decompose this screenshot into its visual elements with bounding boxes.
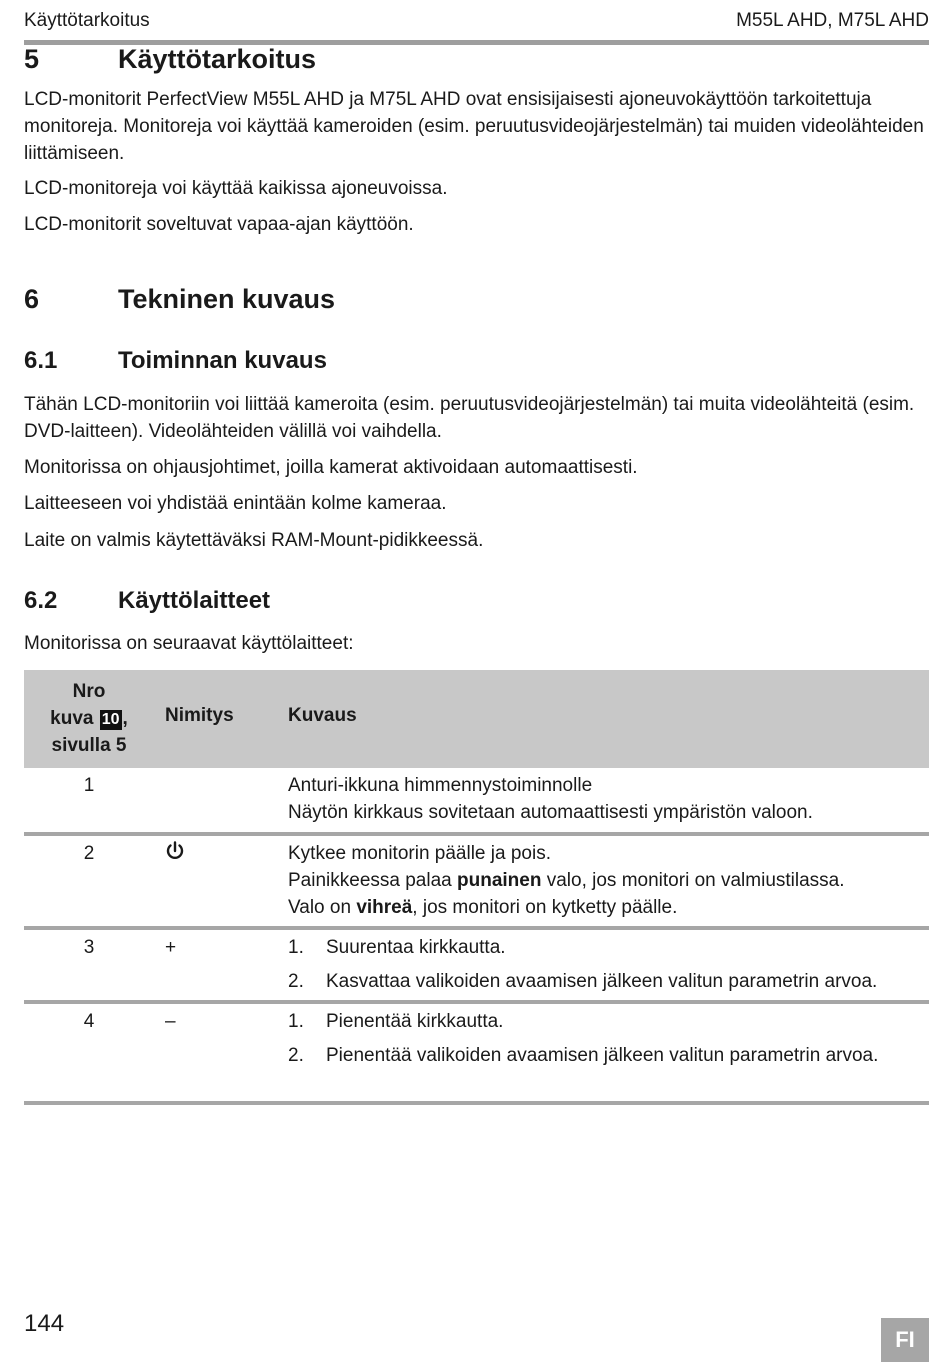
row-number: 3 [83, 937, 95, 958]
column-header-nimitys: Nimitys [165, 705, 234, 726]
section-title: Käyttölaitteet [118, 587, 271, 614]
table-row [24, 930, 929, 1004]
paragraph: Monitorissa on seuraavat käyttölaitteet: [24, 633, 354, 654]
row-description: Anturi-ikkuna himmennystoiminnolle Näytön kirkkaus sovitetaan automaattisesti ympäristön valoon. [288, 775, 813, 823]
table-row [24, 768, 929, 836]
running-header-section: Käyttötarkoitus [24, 10, 150, 31]
running-header [24, 8, 929, 45]
power-icon [165, 840, 185, 870]
section-number: 6.2 [24, 587, 58, 614]
column-header-kuvaus: Kuvaus [288, 705, 357, 726]
minus-symbol: – [165, 1011, 176, 1032]
section-number: 5 [24, 44, 40, 74]
table-row [24, 1004, 929, 1105]
row-number: 4 [83, 1011, 95, 1032]
figure-reference-badge: 10 [101, 711, 120, 728]
paragraph: Laitteeseen voi yhdistää enintään kolme kameraa. [24, 493, 447, 514]
row-description: Kytkee monitorin päälle ja pois. Painikkeessa palaa punainen valo, jos monitori on valmiustilassa. Valo on vihreä, jos monitori on kytketty päälle. [288, 843, 845, 918]
list-item: 1. Suurentaa kirkkautta. [288, 937, 506, 958]
section-title: Toiminnan kuvaus [118, 347, 327, 374]
page-number: 144 [24, 1310, 65, 1337]
paragraph: Laite on valmis käytettäväksi RAM-Mount-pidikkeessä. [24, 530, 484, 551]
table-row [24, 836, 929, 930]
language-tab: FI [881, 1318, 929, 1362]
paragraph: LCD-monitorit soveltuvat vapaa-ajan käyttöön. [24, 214, 414, 235]
plus-symbol: + [165, 937, 177, 958]
section-number: 6.1 [24, 347, 58, 374]
list-item: 1. Pienentää kirkkautta. [288, 1011, 504, 1032]
row-number: 1 [83, 775, 95, 796]
row-description [288, 1008, 929, 1069]
row-number: 2 [83, 843, 95, 864]
document-page [24, 0, 929, 1364]
section-title: Tekninen kuvaus [118, 284, 336, 314]
list-item: 2. Kasvattaa valikoiden avaamisen jälkeen valitun parametrin arvoa. [288, 971, 878, 992]
section-number: 6 [24, 284, 40, 314]
running-header-models: M55L AHD, M75L AHD [736, 10, 929, 31]
section-title: Käyttötarkoitus [118, 44, 317, 74]
row-description [288, 934, 929, 995]
paragraph: LCD-monitorit PerfectView M55L AHD ja M75L AHD ovat ensisijaisesti ajoneuvokäyttöön tarkoitettuja monitoreja. Monitoreja voi käyttää kameroiden (esim. peruutusvideojärjestelmän) tai muiden videolähteiden liittämiseen. [24, 89, 924, 164]
table-header [24, 670, 929, 768]
controls-table [24, 670, 929, 1105]
paragraph: Monitorissa on ohjausjohtimet, joilla kamerat aktivoidaan automaattisesti. [24, 457, 638, 478]
list-item: 2. Pienentää valikoiden avaamisen jälkeen valitun parametrin arvoa. [288, 1045, 879, 1066]
paragraph: LCD-monitoreja voi käyttää kaikissa ajoneuvoissa. [24, 178, 448, 199]
column-header-nro: Nro kuva 10 , sivulla 5 [50, 681, 128, 756]
paragraph: Tähän LCD-monitoriin voi liittää kameroita (esim. peruutusvideojärjestelmän) tai muita videolähteitä (esim. DVD-laitteen). Videolähteiden välillä voi vaihdella. [24, 394, 915, 442]
